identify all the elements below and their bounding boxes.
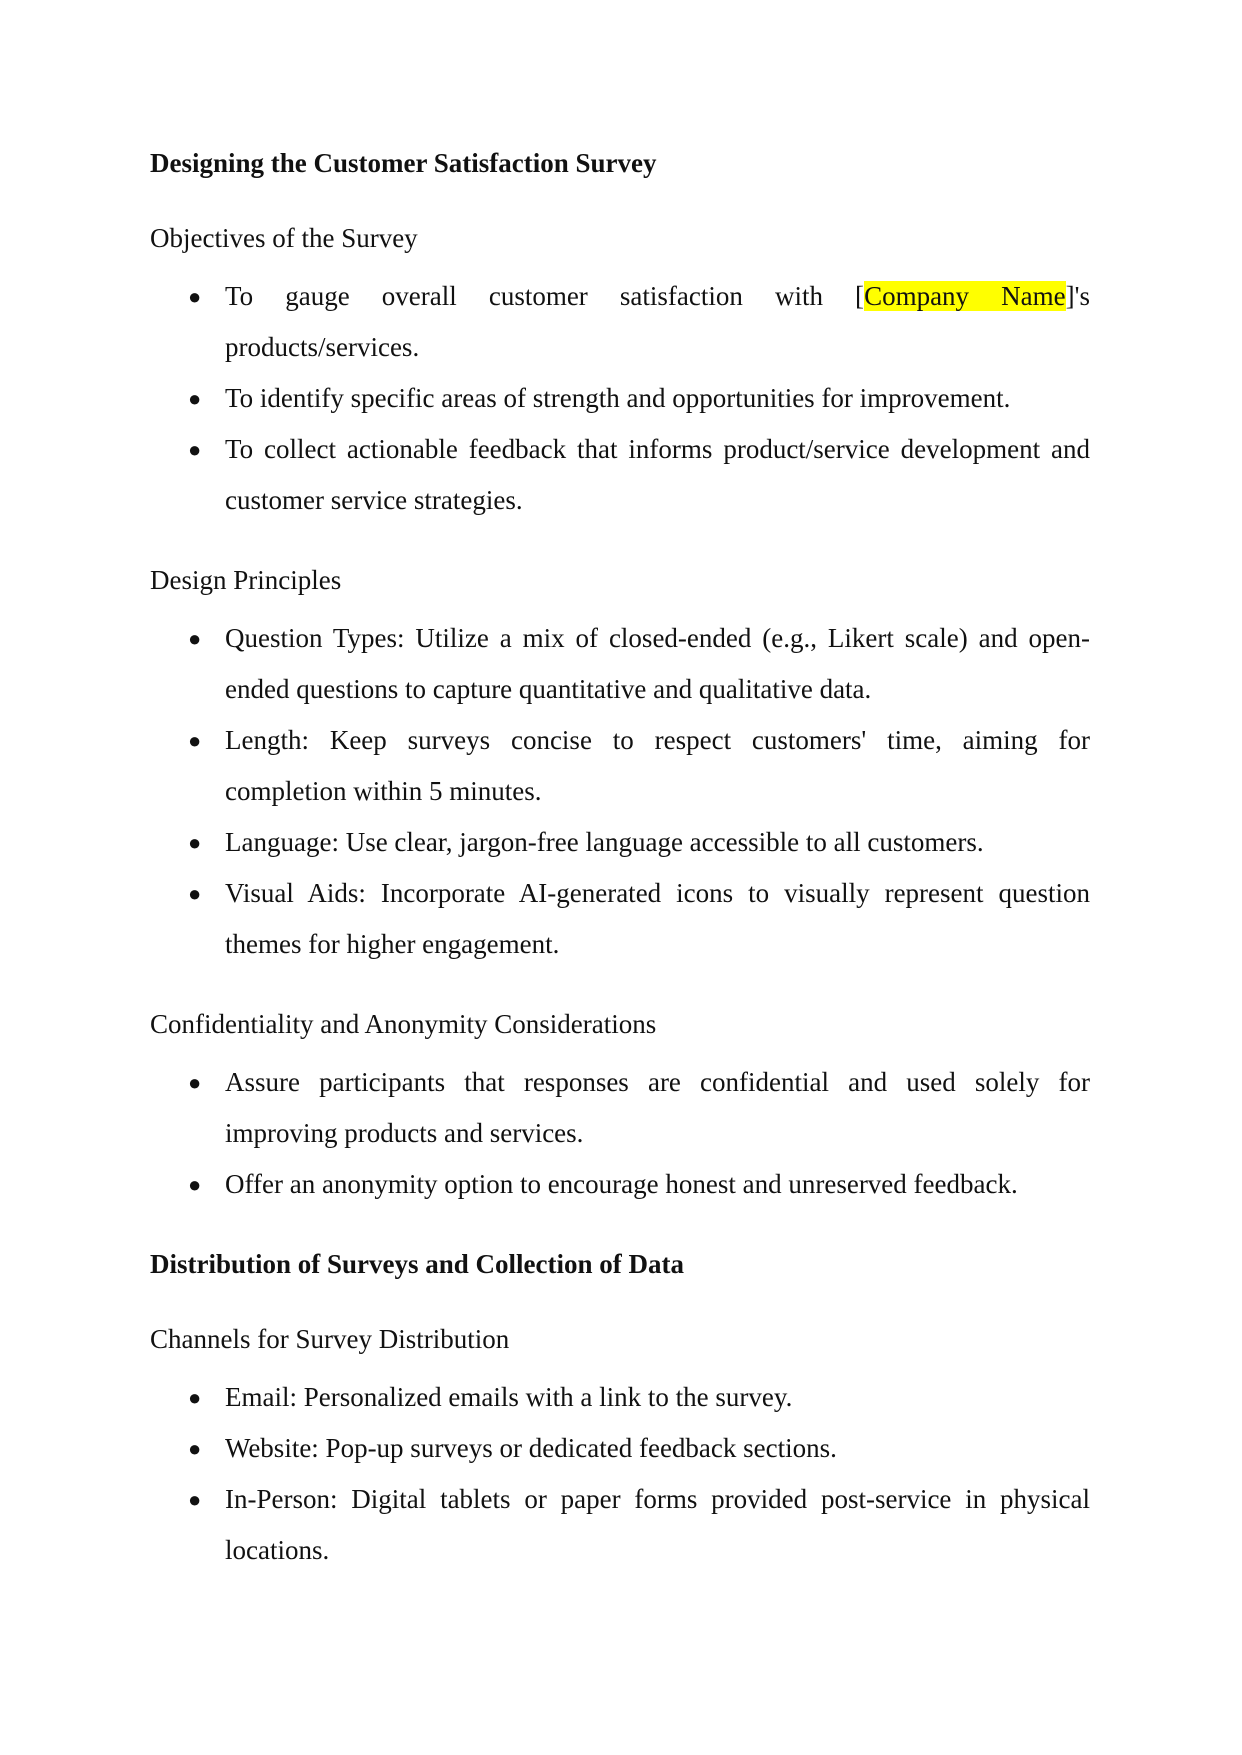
bullet-icon: ● <box>188 437 202 462</box>
bullet-icon: ● <box>188 626 202 651</box>
list-item <box>150 271 1090 373</box>
section-title-designing: Designing the Customer Satisfaction Survey <box>150 148 657 178</box>
list-item <box>150 1423 1090 1474</box>
list-item <box>150 613 1090 715</box>
bullet-icon: ● <box>188 881 202 906</box>
list-item-text: To gauge overall customer satisfaction with [ <box>225 281 865 311</box>
objectives-list <box>150 271 1090 526</box>
list-item <box>150 373 1090 424</box>
list-item <box>150 1372 1090 1423</box>
bullet-icon: ● <box>188 1385 202 1410</box>
list-item-text: Email: Personalized emails with a link to the survey. <box>225 1382 793 1412</box>
list-item <box>150 1474 1090 1576</box>
heading-design-principles: Design Principles <box>150 565 342 595</box>
bullet-icon: ● <box>188 830 202 855</box>
list-item-text: To collect actionable feedback that informs product/service development and customer service strategies. <box>225 434 1090 515</box>
confidentiality-list <box>150 1057 1090 1210</box>
list-item-text: Question Types: Utilize a mix of closed-ended (e.g., Likert scale) and open-ended questions to capture quantitative and qualitative data. <box>225 623 1090 704</box>
list-item-text: Visual Aids: Incorporate AI-generated icons to visually represent question themes for higher engagement. <box>225 878 1090 959</box>
list-item-text: Length: Keep surveys concise to respect customers' time, aiming for completion within 5 minutes. <box>225 725 1090 806</box>
heading-confidentiality: Confidentiality and Anonymity Considerations <box>150 1009 657 1039</box>
list-item-text: In-Person: Digital tablets or paper forms provided post-service in physical locations. <box>225 1484 1090 1565</box>
section-title-distribution: Distribution of Surveys and Collection of Data <box>150 1249 685 1279</box>
list-item-text: ]'s products/services. <box>225 281 1090 362</box>
bullet-icon: ● <box>188 1436 202 1461</box>
list-item <box>150 1159 1090 1210</box>
bullet-icon: ● <box>188 728 202 753</box>
list-item <box>150 868 1090 970</box>
list-item-text: Language: Use clear, jargon-free language accessible to all customers. <box>225 827 984 857</box>
heading-channels: Channels for Survey Distribution <box>150 1324 510 1354</box>
bullet-icon: ● <box>188 1487 202 1512</box>
list-item-text: To identify specific areas of strength and opportunities for improvement. <box>225 383 1011 413</box>
list-item-text: Website: Pop-up surveys or dedicated feedback sections. <box>225 1433 837 1463</box>
list-item-text: Offer an anonymity option to encourage honest and unreserved feedback. <box>225 1169 1018 1199</box>
list-item <box>150 715 1090 817</box>
bullet-icon: ● <box>188 284 202 309</box>
bullet-icon: ● <box>188 1070 202 1095</box>
principles-list <box>150 613 1090 970</box>
channels-list <box>150 1372 1090 1576</box>
document-page <box>150 145 1090 1576</box>
heading-objectives: Objectives of the Survey <box>150 223 418 253</box>
bullet-icon: ● <box>188 1172 202 1197</box>
list-item <box>150 1057 1090 1159</box>
highlighted-placeholder: Company Name <box>864 281 1066 311</box>
list-item <box>150 424 1090 526</box>
list-item-text: Assure participants that responses are confidential and used solely for improving products and services. <box>225 1067 1090 1148</box>
bullet-icon: ● <box>188 386 202 411</box>
list-item <box>150 817 1090 868</box>
